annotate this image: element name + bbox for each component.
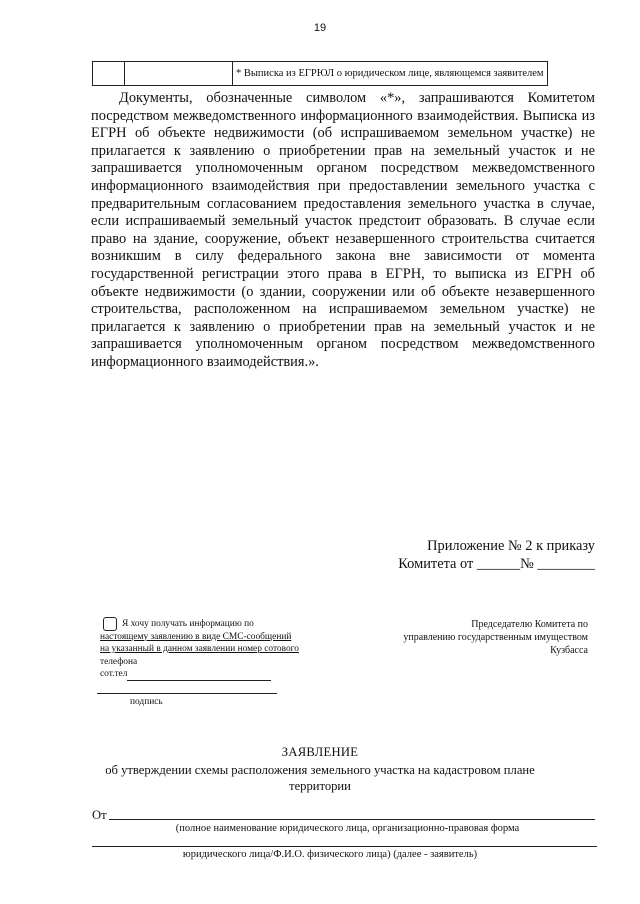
table-cell-note: * Выписка из ЕГРЮЛ о юридическом лице, являющемся заявителем	[233, 62, 548, 86]
addressee-block	[370, 618, 588, 657]
document-title: ЗАЯВЛЕНИЕ	[281, 745, 359, 759]
page-number: 19	[313, 22, 327, 34]
from-label: От	[92, 808, 107, 822]
main-paragraph: Документы, обозначенные символом «*», запрашиваются Комитетом посредством межведомственного информационного взаимодействия. Выписка из ЕГРН об объекте недвижимости (об испрашиваемом земельном участке) не прилагается к заявлению о приобретении прав на земельный участок и не запрашивается уполномоченным органом посредством межведомственного информационного взаимодействия при предоставлении земельного участка с предварительным согласованием предоставления земельного участка в случае, если испрашиваемый земельный участок предстоит образовать. В случае если право на здание, сооружение, объект незавершенного строительства считается возникшим в силу федерального закона вне зависимости от момента государственной регистрации этого права в ЕГРН, то выписка из ЕГРН об объекте недвижимости (о здании, сооружении или об объекте незавершенного строительства, расположенном на испрашиваемом земельном участке) не прилагается к заявлению о приобретении прав на земельный участок и не запрашивается уполномоченным органом посредством межведомственного информационного взаимодействия.».	[91, 90, 595, 370]
sms-consent-block	[100, 618, 345, 681]
table-row	[93, 62, 548, 86]
sms-consent-checkbox[interactable]	[103, 617, 117, 631]
sms-text-line-1: Я хочу получать информацию по	[122, 619, 254, 629]
addressee-line-3: Кузбасса	[550, 645, 588, 656]
applicant-name-line[interactable]	[109, 819, 595, 820]
appendix-line-2: Комитета от ______№ ________	[398, 556, 595, 572]
applicant-hint-1: (полное наименование юридического лица, организационно-правовая форма	[175, 823, 520, 834]
appendix-line-1: Приложение № 2 к приказу	[427, 538, 595, 554]
from-row	[92, 808, 597, 823]
sms-text-line-4: телефона	[100, 656, 138, 667]
documents-table	[92, 61, 548, 86]
phone-label: сот.тел	[100, 669, 128, 679]
signature-line[interactable]	[97, 693, 277, 694]
sms-text-line-3: на указанный в данном заявлении номер сотового	[100, 644, 299, 654]
table-cell-empty	[125, 62, 233, 86]
phone-input-line[interactable]	[127, 670, 271, 681]
table-cell-empty	[93, 62, 125, 86]
document-subtitle: об утверждении схемы расположения земельного участка на кадастровом плане территории	[105, 763, 535, 793]
addressee-line-1: Председателю Комитета по	[471, 619, 588, 630]
applicant-name-line-2[interactable]	[92, 846, 597, 847]
appendix-header	[330, 537, 595, 573]
signature-label: подпись	[130, 697, 163, 707]
sms-text-line-2: настоящему заявлению в виде СМС-сообщений	[100, 631, 292, 642]
phone-field-row	[100, 668, 345, 681]
addressee-line-2: управлению государственным имуществом	[403, 632, 588, 643]
applicant-hint-2: юридического лица/Ф.И.О. физического лица) (далее - заявитель)	[182, 849, 478, 860]
